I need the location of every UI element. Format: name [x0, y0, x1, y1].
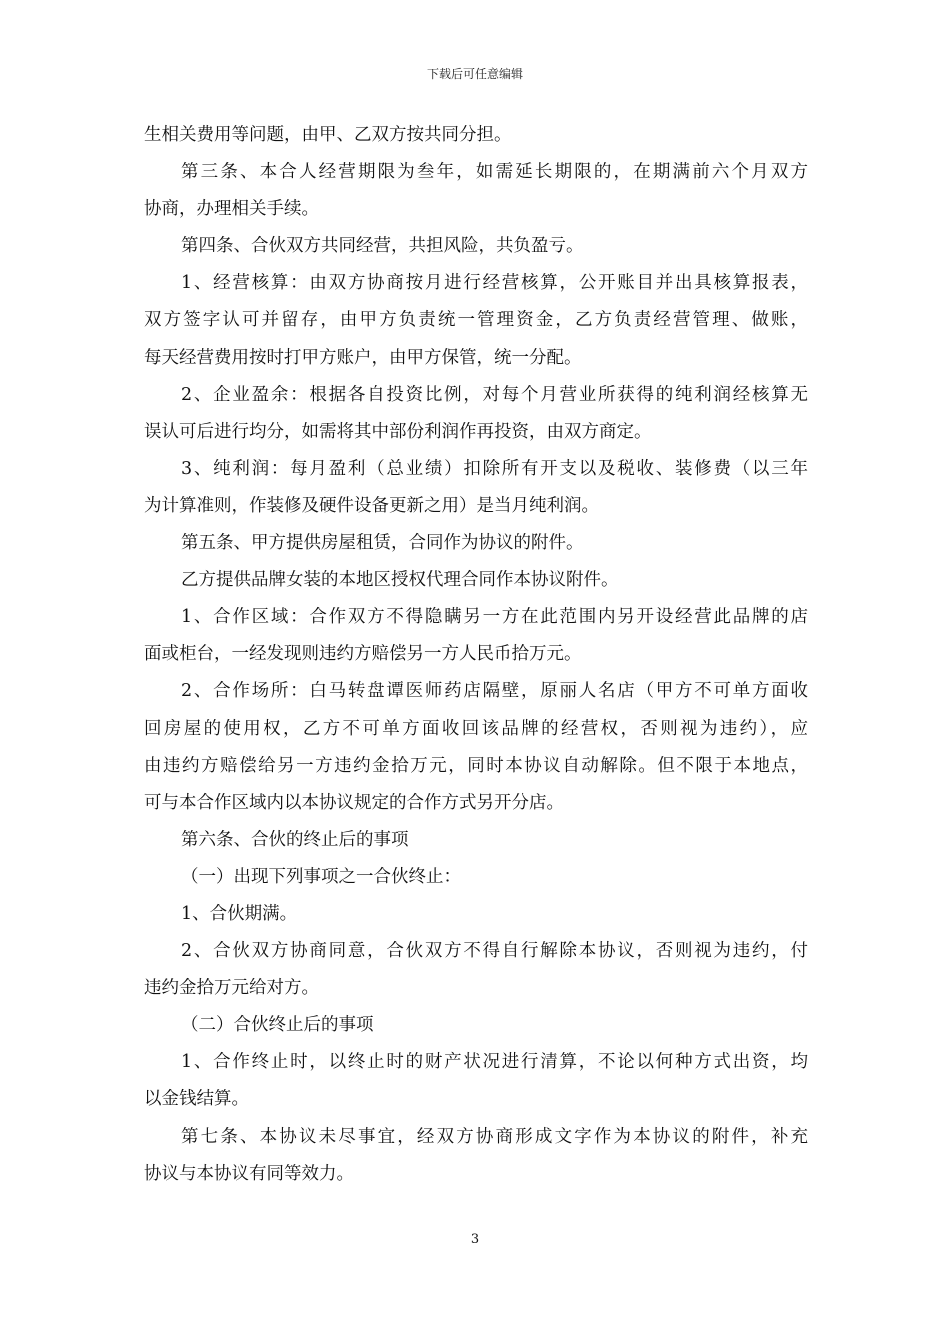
- body-line: 误认可后进行均分，如需将其中部份利润作再投资，由双方商定。: [144, 421, 652, 442]
- document-body: [144, 117, 808, 1193]
- body-line: 以金钱结算。: [144, 1089, 249, 1110]
- body-line: 生相关费用等问题，由甲、乙双方按共同分担。: [144, 125, 512, 145]
- body-line: 第四条、合伙双方共同经营，共担风险，共负盈亏。: [181, 236, 584, 257]
- body-line: 违约金拾万元给对方。: [144, 978, 319, 999]
- body-line: 协商，办理相关手续。: [144, 199, 319, 220]
- body-line: 1、经营核算：由双方协商按月进行经营核算，公开账目并出具核算报表，: [181, 273, 808, 294]
- body-line: 第六条、合伙的终止后的事项: [181, 829, 409, 850]
- body-line: 2、合伙双方协商同意，合伙双方不得自行解除本协议，否则视为违约，付: [181, 941, 808, 962]
- body-line: 乙方提供品牌女装的本地区授权代理合同作本协议附件。: [181, 570, 619, 591]
- body-line: （一）出现下列事项之一合伙终止：: [181, 866, 461, 887]
- body-line: 1、合作终止时，以终止时的财产状况进行清算，不论以何种方式出资，均: [181, 1052, 808, 1073]
- page-number: 3: [470, 1232, 480, 1247]
- page-header: 下载后可任意编辑: [426, 67, 523, 81]
- body-line: 由违约方赔偿给另一方违约金拾万元，同时本协议自动解除。但不限于本地点，: [144, 755, 808, 776]
- body-line: 2、企业盈余：根据各自投资比例，对每个月营业所获得的纯利润经核算无: [181, 384, 808, 405]
- body-line: 回房屋的使用权，乙方不可单方面收回该品牌的经营权，否则视为违约），应: [144, 718, 808, 739]
- body-line: 双方签字认可并留存，由甲方负责统一管理资金，乙方负责经营管理、做账，: [144, 310, 808, 331]
- body-line: 1、合作区域：合作双方不得隐瞒另一方在此范围内另开设经营此品牌的店: [181, 607, 808, 628]
- body-line: 第五条、甲方提供房屋租赁，合同作为协议的附件。: [181, 533, 584, 554]
- body-line: 协议与本协议有同等效力。: [144, 1163, 354, 1184]
- body-line: 第七条、本协议未尽事宜，经双方协商形成文字作为本协议的附件，补充: [181, 1126, 808, 1147]
- body-line: 为计算准则，作装修及硬件设备更新之用）是当月纯利润。: [144, 495, 599, 516]
- body-line: 第三条、本合人经营期限为叁年，如需延长期限的，在期满前六个月双方: [181, 162, 808, 183]
- body-line: 2、合作场所：白马转盘谭医师药店隔壁，原丽人名店（甲方不可单方面收: [181, 681, 808, 702]
- body-line: （二）合伙终止后的事项: [181, 1015, 374, 1036]
- body-line: 每天经营费用按时打甲方账户，由甲方保管，统一分配。: [144, 347, 582, 368]
- body-line: 可与本合作区域内以本协议规定的合作方式另开分店。: [144, 792, 564, 813]
- body-line: 3、纯利润：每月盈利（总业绩）扣除所有开支以及税收、装修费（以三年: [181, 458, 808, 479]
- body-line: 面或柜台，一经发现则违约方赔偿另一方人民币拾万元。: [144, 644, 582, 665]
- body-line: 1、合伙期满。: [181, 903, 298, 924]
